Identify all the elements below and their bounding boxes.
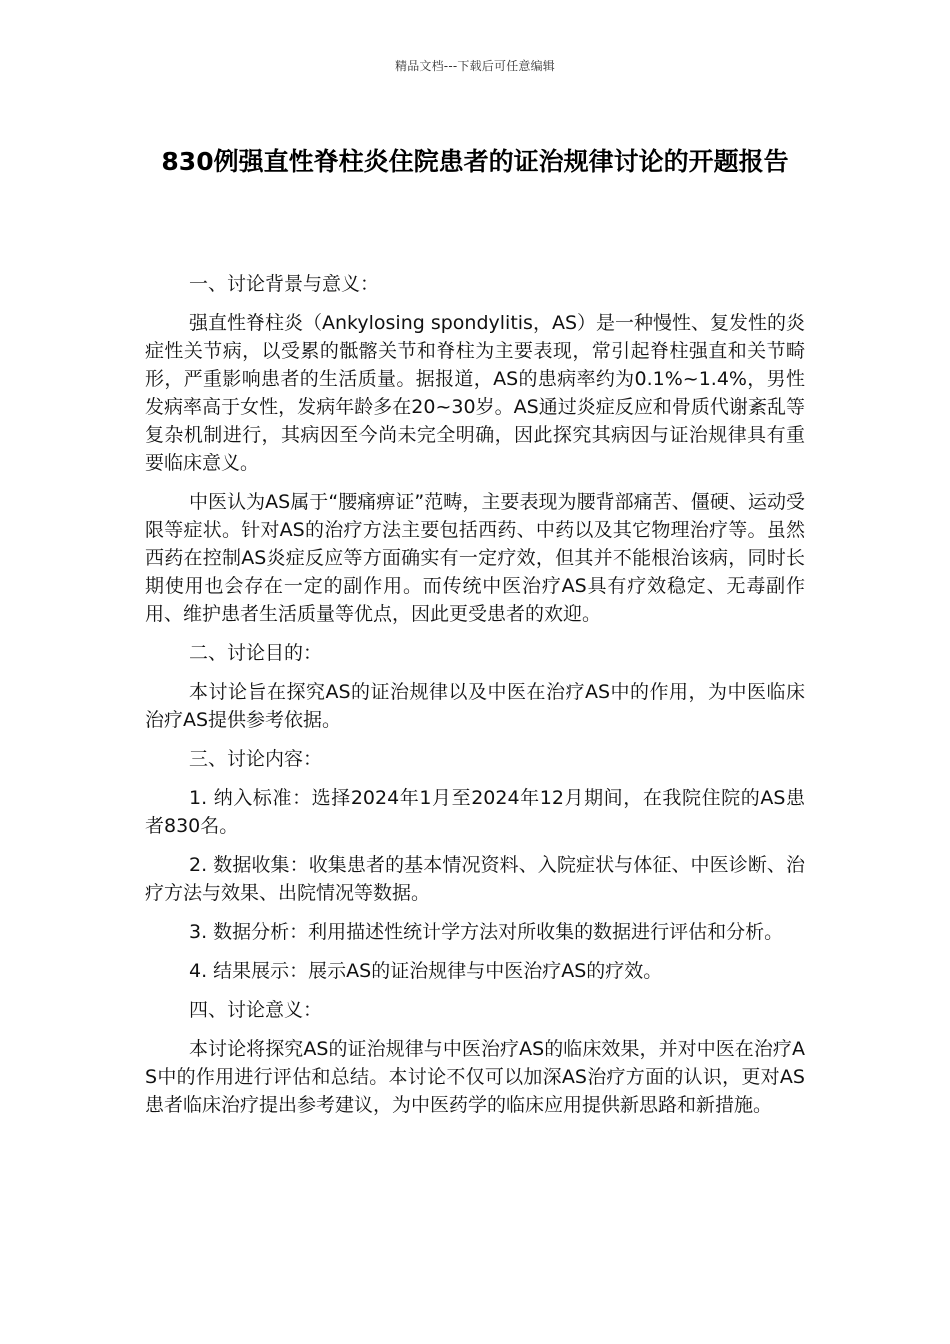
document-body bbox=[145, 270, 805, 1130]
list-item-data-collection: 2. 数据收集：收集患者的基本情况资料、入院症状与体征、中医诊断、治疗方法与效果、出院情况等数据。 bbox=[145, 854, 805, 904]
paragraph-purpose: 本讨论旨在探究AS的证治规律以及中医在治疗AS中的作用，为中医临床治疗AS提供参考依据。 bbox=[145, 681, 805, 731]
paragraph-as-overview: 强直性脊柱炎（Ankylosing spondylitis，AS）是一种慢性、复发性的炎症性关节病，以受累的骶髂关节和脊柱为主要表现，常引起脊柱强直和关节畸形，严重影响患者的生活质量。据报道，AS的患病率约为0.1%~1.4%，男性发病率高于女性，发病年龄多在20~30岁。AS通过炎症反应和骨质代谢紊乱等复杂机制进行，其病因至今尚未完全明确，因此探究其病因与证治规律具有重要临床意义。 bbox=[145, 312, 806, 474]
paragraph-tcm-view: 中医认为AS属于“腰痛痹证”范畴，主要表现为腰背部痛苦、僵硬、运动受限等症状。针对AS的治疗方法主要包括西药、中药以及其它物理治疗等。虽然西药在控制AS炎症反应等方面确实有一定疗效，但其并不能根治该病，同时长期使用也会存在一定的副作用。而传统中医治疗AS具有疗效稳定、无毒副作用、维护患者生活质量等优点，因此更受患者的欢迎。 bbox=[145, 491, 805, 625]
list-item-results: 4. 结果展示：展示AS的证治规律与中医治疗AS的疗效。 bbox=[189, 960, 663, 982]
document-title: 830例强直性脊柱炎住院患者的证治规律讨论的开题报告 bbox=[161, 147, 789, 176]
section-heading-significance: 四、讨论意义： bbox=[189, 999, 323, 1021]
paragraph-significance: 本讨论将探究AS的证治规律与中医治疗AS的临床效果，并对中医在治疗AS中的作用进行评估和总结。本讨论不仅可以加深AS治疗方面的认识，更对AS患者临床治疗提出参考建议，为中医药学的临床应用提供新思路和新措施。 bbox=[145, 1038, 805, 1116]
header-note: 精品文档---下载后可任意编辑 bbox=[395, 59, 555, 73]
list-item-data-analysis: 3. 数据分析：利用描述性统计学方法对所收集的数据进行评估和分析。 bbox=[189, 921, 784, 943]
list-item-inclusion: 1. 纳入标准：选择2024年1月至2024年12月期间，在我院住院的AS患者830名。 bbox=[145, 787, 805, 837]
section-heading-content: 三、讨论内容： bbox=[189, 748, 323, 770]
section-heading-background: 一、讨论背景与意义： bbox=[189, 273, 380, 295]
section-heading-purpose: 二、讨论目的： bbox=[189, 642, 323, 664]
